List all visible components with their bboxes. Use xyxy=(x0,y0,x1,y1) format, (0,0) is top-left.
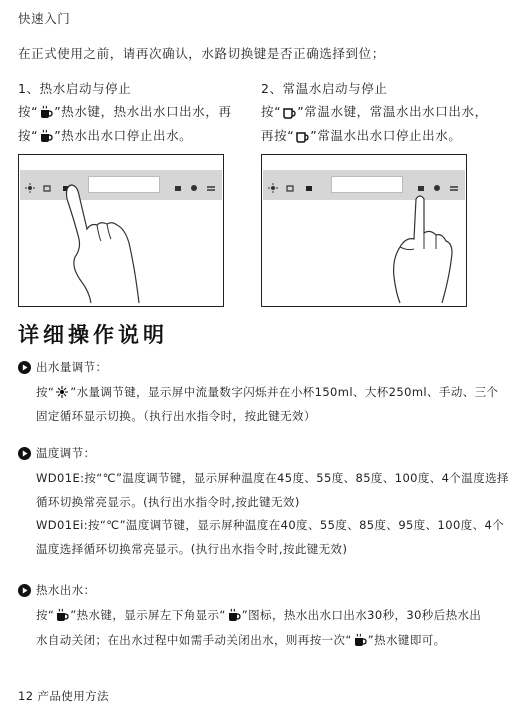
child-lock-key-icon xyxy=(432,178,442,188)
hot-key-illustration xyxy=(18,154,224,307)
hot-water-key-icon xyxy=(304,178,314,188)
hot-water-cup-icon xyxy=(39,129,53,143)
hot-water-cup-icon xyxy=(227,608,241,622)
header-title: 快速入门 xyxy=(18,11,71,26)
switch-key-icon xyxy=(449,178,459,188)
display-screen xyxy=(331,176,403,193)
pointing-hand-icon xyxy=(57,177,177,305)
warm-water-cup-icon xyxy=(295,129,309,143)
child-lock-key-icon xyxy=(189,178,199,188)
warm-start-heading: 2、常温水启动与停止 xyxy=(261,81,388,96)
temperature-icon xyxy=(42,178,52,188)
volume-title: 出水量调节： xyxy=(36,360,108,374)
volume-line2: 固定循环显示切换。（执行出水指令时，按此键无效） xyxy=(36,409,316,423)
hot-out-line2: 水自动关闭；在出水过程中如需手动关闭出水，则再按一次“ ”热水键即可。 xyxy=(36,633,446,647)
pointing-hand-icon xyxy=(380,193,466,305)
hot-start-heading: 1、热水启动与停止 xyxy=(18,81,132,96)
footer-page-label: 12 产品使用方法 xyxy=(18,689,109,703)
hot-water-cup-icon xyxy=(39,105,53,119)
hot-out-line1: 按“ ”热水键，显示屏左下角显示“ ”图标，热水出水口出水30秒，30秒后热水出 xyxy=(36,608,482,622)
temp-line2: 循环切换常亮显示。(执行出水指令时,按此键无效) xyxy=(36,495,300,509)
warm-key-illustration xyxy=(261,154,467,307)
hot-out-title: 热水出水： xyxy=(36,583,96,597)
volume-line1: 按“ ”水量调节键，显示屏中流量数字闪烁并在小杯150ml、大杯250ml、手动、三个 xyxy=(36,385,499,399)
hot-start-line1: 按“ ”热水键，热水出水口出水，再 xyxy=(18,104,232,119)
volume-adjust-icon xyxy=(25,178,35,188)
play-bullet-icon xyxy=(18,584,31,597)
temp-line1: WD01E:按“℃”温度调节键，显示屏种温度在45度、55度、85度、100度、4个温度选择 xyxy=(36,471,509,485)
hot-water-cup-icon xyxy=(353,633,367,647)
temp-line3: WD01Ei:按“℃”温度调节键，显示屏种温度在40度、55度、85度、95度、100度、4个 xyxy=(36,518,505,532)
hot-water-cup-icon xyxy=(55,608,69,622)
volume-adjust-icon xyxy=(268,178,278,188)
warm-start-line1: 按“ ”常温水键，常温水出水口出水， xyxy=(261,104,488,119)
play-bullet-icon xyxy=(18,361,31,374)
warm-water-key-icon xyxy=(416,178,426,188)
temp-title: 温度调节： xyxy=(36,446,96,460)
warm-start-line2: 再按“ ”常温水出水口停止出水。 xyxy=(261,128,462,143)
switch-key-icon xyxy=(206,178,216,188)
intro-text: 在正式使用之前，请再次确认，水路切换键是否正确选择到位； xyxy=(18,46,385,61)
hot-start-line2: 按“ ”热水出水口停止出水。 xyxy=(18,128,193,143)
temperature-icon xyxy=(285,178,295,188)
play-bullet-icon xyxy=(18,447,31,460)
section-title: 详细操作说明 xyxy=(18,323,168,347)
warm-water-cup-icon xyxy=(282,105,296,119)
volume-adjust-icon xyxy=(55,385,69,399)
temp-line4: 温度选择循环切换常亮显示。(执行出水指令时,按此键无效) xyxy=(36,542,348,556)
